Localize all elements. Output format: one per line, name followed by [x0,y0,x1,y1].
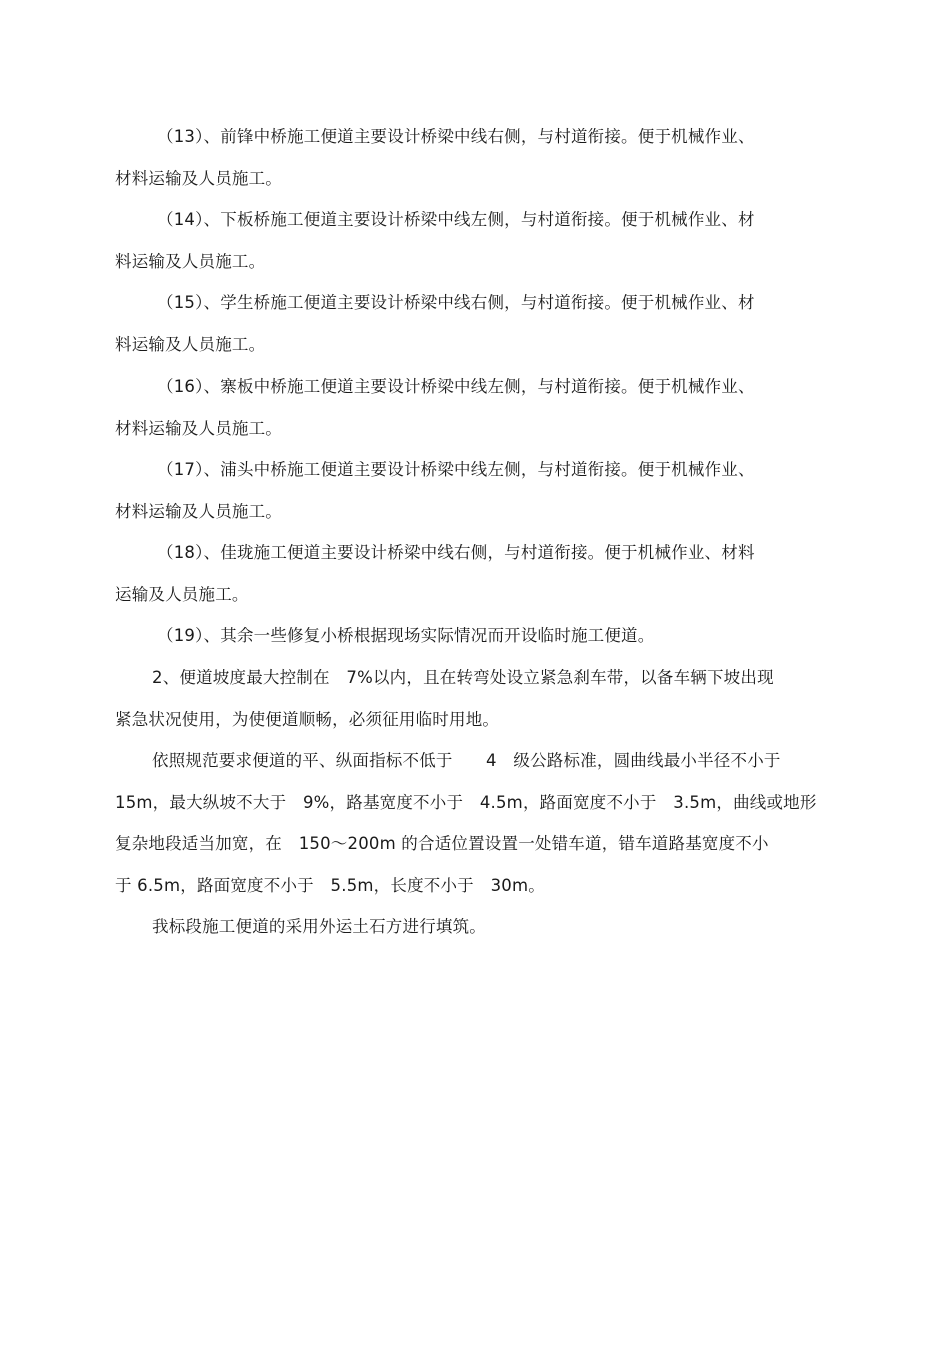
paragraph-18-line-1: （18）、佳珑施工便道主要设计桥梁中线右侧，与村道衔接。便于机械作业、材料 [157,543,755,562]
paragraph-16-line-1: （16）、寨板中桥施工便道主要设计桥梁中线左侧，与村道衔接。便于机械作业、 [157,377,755,396]
paragraph-14-line-2: 料运输及人员施工。 [115,252,266,271]
paragraph-spec-line-2: 15m，最大纵坡不大于 9%，路基宽度不小于 4.5m，路面宽度不小于 3.5m，曲线或地形 [115,793,817,812]
paragraph-13-line-2: 材料运输及人员施工。 [115,169,282,188]
paragraph-fill-line-1: 我标段施工便道的采用外运土石方进行填筑。 [152,917,486,936]
paragraph-13-line-1: （13）、前锋中桥施工便道主要设计桥梁中线右侧，与村道衔接。便于机械作业、 [157,127,755,146]
paragraph-16-line-2: 材料运输及人员施工。 [115,419,282,438]
paragraph-spec-line-4: 于 6.5m，路面宽度不小于 5.5m，长度不小于 30m。 [115,876,545,895]
paragraph-15-line-1: （15）、学生桥施工便道主要设计桥梁中线右侧，与村道衔接。便于机械作业、材 [157,293,755,312]
paragraph-2-line-1: 2、便道坡度最大控制在 7%以内，且在转弯处设立紧急刹车带，以备车辆下坡出现 [152,668,774,687]
paragraph-19-line-1: （19）、其余一些修复小桥根据现场实际情况而开设临时施工便道。 [157,626,655,645]
paragraph-17-line-1: （17）、浦头中桥施工便道主要设计桥梁中线左侧，与村道衔接。便于机械作业、 [157,460,755,479]
paragraph-spec-line-3: 复杂地段适当加宽，在 150～200m 的合适位置设置一处错车道，错车道路基宽度不小 [115,834,769,853]
paragraph-15-line-2: 料运输及人员施工。 [115,335,266,354]
paragraph-17-line-2: 材料运输及人员施工。 [115,502,282,521]
paragraph-18-line-2: 运输及人员施工。 [115,585,249,604]
paragraph-spec-line-1: 依照规范要求便道的平、纵面指标不低于 4 级公路标准，圆曲线最小半径不小于 [152,751,781,770]
paragraph-14-line-1: （14）、下板桥施工便道主要设计桥梁中线左侧，与村道衔接。便于机械作业、材 [157,210,755,229]
paragraph-2-line-2: 紧急状况使用，为使便道顺畅，必须征用临时用地。 [115,710,500,729]
